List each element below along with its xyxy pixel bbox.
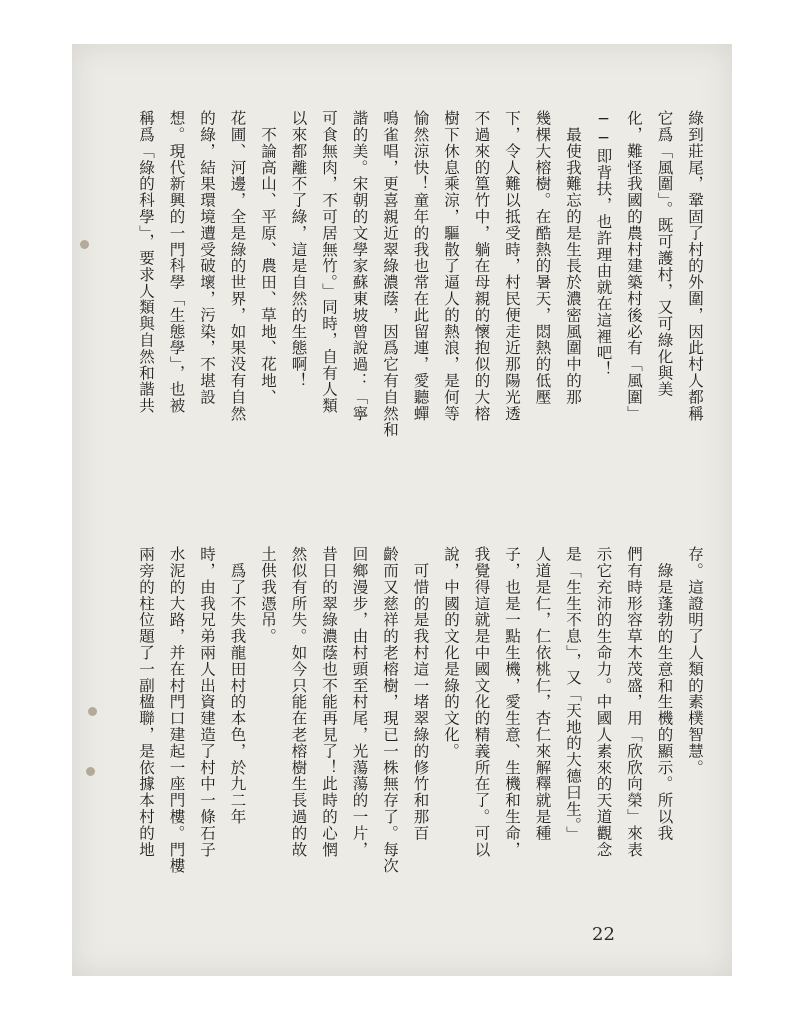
text-line: 可食無肉，不可居無竹。」同時，自有人類 bbox=[320, 110, 338, 414]
text-line: 水泥的大路，并在村門口建起一座門樓。門樓 bbox=[167, 546, 186, 874]
text-line: 想。現代新興的一門科學「生態學」，也被 bbox=[167, 110, 186, 414]
text-line: 兩旁的柱位題了一副楹聯，是依據本村的地 bbox=[137, 546, 155, 858]
upper-text-block bbox=[70, 110, 710, 510]
text-line: 綠是蓬勃的生意和生機的顯示。所以我 bbox=[655, 546, 674, 842]
text-line: 綠到莊尾，鞏固了村的外圍，因此村人都稱 bbox=[686, 110, 704, 422]
book-page bbox=[72, 44, 732, 976]
text-line: 子，也是一點生機，愛生意、生機和生命， bbox=[503, 546, 521, 858]
text-line: 稱爲「綠的科學」，要求人類與自然和諧共 bbox=[137, 110, 155, 414]
text-line: 它爲「風圍」。既可護村，又可綠化與美 bbox=[655, 110, 674, 398]
text-line: 爲了不失我龍田村的本色，於九二年 bbox=[228, 546, 247, 825]
text-line: 花圃、河邊，全是綠的世界，如果没有自然 bbox=[228, 110, 247, 422]
text-line: 齡而又慈祥的老榕樹，現已一株無存了。每次 bbox=[381, 546, 399, 874]
text-line: 下，令人難以抵受時，村民便走近那陽光透 bbox=[503, 110, 521, 422]
text-line: 鳴雀唱，更喜親近翠綠濃蔭，因爲它有自然和 bbox=[381, 110, 399, 438]
text-line: 樹下休息乘涼，驅散了逼人的熱浪，是何等 bbox=[442, 110, 460, 422]
text-line: 人道是仁，仁依桃仁，杏仁來解釋就是種 bbox=[533, 546, 552, 842]
text-line: 存。這證明了人類的素樸智慧。 bbox=[686, 546, 704, 776]
text-line: 幾棵大榕樹。在酷熱的暑天，悶熱的低壓 bbox=[533, 110, 552, 406]
text-line: 昔日的翠綠濃蔭也不能再見了！此時的心惘 bbox=[320, 546, 338, 858]
text-line: 化，難怪我國的農村建築村後必有「風圍」 bbox=[625, 110, 643, 422]
text-line: 可惜的是我村這一堵翠綠的修竹和那百 bbox=[411, 546, 430, 842]
text-line: 示它充沛的生命力。中國人素來的天道觀念 bbox=[594, 546, 613, 858]
text-line: 不過來的篁竹中，躺在母親的懷抱似的大榕 bbox=[472, 110, 491, 422]
lower-text-block bbox=[70, 546, 710, 926]
text-line: 回鄉漫步，由村頭至村尾，光蕩蕩的一片， bbox=[350, 546, 369, 858]
text-line: 時，由我兄弟兩人出資建造了村中一條石子 bbox=[198, 546, 216, 858]
text-line: 是「生生不息」，又「天地的大德曰生。」 bbox=[564, 546, 582, 843]
text-line: 愉然涼快！童年的我也常在此留連，愛聽蟬 bbox=[411, 110, 430, 422]
text-line: 然似有所失。如今只能在老榕樹生長過的故 bbox=[289, 546, 308, 858]
text-line: ──即背扶，也許理由就在這裡吧！ bbox=[594, 110, 613, 378]
text-line: 我覺得這就是中國文化的精義所在了。可以 bbox=[472, 546, 491, 858]
text-line: 以來都離不了綠，這是自然的生態啊！ bbox=[289, 110, 308, 389]
text-line: 土供我憑吊。 bbox=[259, 546, 277, 645]
page-number: 22 bbox=[592, 924, 615, 945]
text-line: 諧的美。宋朝的文學家蘇東坡曾說過：「寧 bbox=[350, 110, 369, 422]
text-line: 最使我難忘的是生長於濃密風圍中的那 bbox=[564, 110, 582, 406]
text-line: 的綠，結果環境遭受破壞，污染，不堪設 bbox=[198, 110, 216, 406]
text-line: 們有時形容草木茂盛，用「欣欣向榮」來表 bbox=[625, 546, 643, 858]
text-line: 說，中國的文化是綠的文化。 bbox=[442, 546, 460, 760]
text-line: 不論高山、平原、農田、草地、花地、 bbox=[259, 110, 277, 406]
